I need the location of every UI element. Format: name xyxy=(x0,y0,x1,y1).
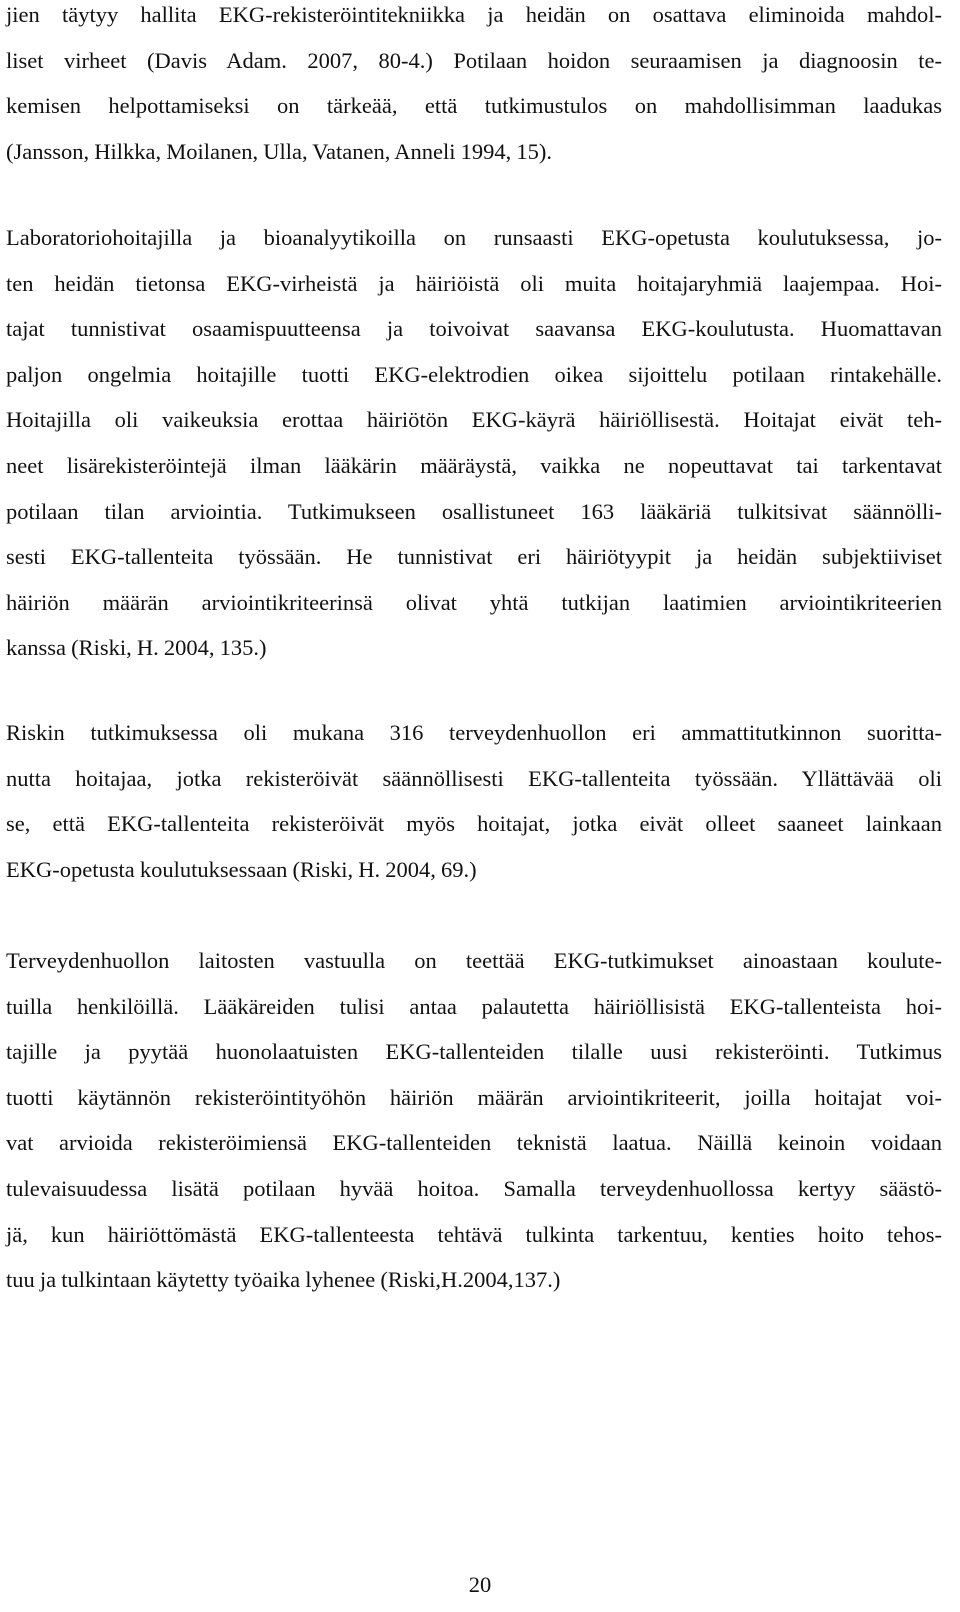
paragraph-1 xyxy=(6,0,942,174)
text-line: jä, kun häiriöttömästä EKG-tallenteesta tehtävä tulkinta tarkentuu, kenties hoito tehos- xyxy=(6,1221,942,1247)
text-line: tuotti käytännön rekisteröintityöhön häiriön määrän arviointikriteerit, joilla hoitajat voi- xyxy=(6,1084,942,1110)
text-line: Laboratoriohoitajilla ja bioanalyytikoilla on runsaasti EKG-opetusta koulutuksessa, jo- xyxy=(6,225,942,250)
text-line: EKG-opetusta koulutuksessaan (Riski, H. 2004, 69.) xyxy=(6,856,477,882)
paragraph-2 xyxy=(6,215,942,671)
text-line: Riskin tutkimuksessa oli mukana 316 terveydenhuollon eri ammattitutkinnon suoritta- xyxy=(6,720,942,745)
text-line: se, että EKG-tallenteita rekisteröivät myös hoitajat, jotka eivät olleet saaneet lainkaan xyxy=(6,811,942,837)
text-line: häiriön määrän arviointikriteerinsä olivat yhtä tutkijan laatimien arviointikriteerien xyxy=(6,589,942,615)
text-line: sesti EKG-tallenteita työssään. He tunnistivat eri häiriötyypit ja heidän subjektiiviset xyxy=(6,544,942,570)
text-line: tuu ja tulkintaan käytetty työaika lyhenee (Riski,H.2004,137.) xyxy=(6,1267,561,1293)
text-line: jien täytyy hallita EKG-rekisteröintitekniikka ja heidän on osattava eliminoida mahdol- xyxy=(6,2,942,27)
text-line: nutta hoitajaa, jotka rekisteröivät säännöllisesti EKG-tallenteita työssään. Yllättävää oli xyxy=(6,765,942,791)
text-line: vat arvioida rekisteröimiensä EKG-tallenteiden teknistä laatua. Näillä keinoin voidaan xyxy=(6,1130,942,1156)
paragraph-4 xyxy=(6,938,942,1303)
text-line: neet lisärekisteröintejä ilman lääkärin määräystä, vaikka ne nopeuttavat tai tarkentavat xyxy=(6,452,942,478)
text-line: tajat tunnistivat osaamispuutteensa ja toivoivat saavansa EKG-koulutusta. Huomattavan xyxy=(6,316,942,342)
text-line: potilaan tilan arviointia. Tutkimukseen osallistuneet 163 lääkäriä tulkitsivat säännölli- xyxy=(6,498,942,524)
text-line: Terveydenhuollon laitosten vastuulla on teettää EKG-tutkimukset ainoastaan koulute- xyxy=(6,948,942,973)
text-line: ten heidän tietonsa EKG-virheistä ja häiriöistä oli muita hoitajaryhmiä laajempaa. Hoi- xyxy=(6,270,942,296)
text-line: tajille ja pyytää huonolaatuisten EKG-tallenteiden tilalle uusi rekisteröinti. Tutkimus xyxy=(6,1039,942,1065)
text-line: kanssa (Riski, H. 2004, 135.) xyxy=(6,635,267,661)
text-line: paljon ongelmia hoitajille tuotti EKG-elektrodien oikea sijoittelu potilaan rintakehälle. xyxy=(6,361,942,387)
text-line: liset virheet (Davis Adam. 2007, 80-4.) Potilaan hoidon seuraamisen ja diagnoosin te- xyxy=(6,47,942,73)
paragraph-3 xyxy=(6,710,942,892)
text-line: tuilla henkilöillä. Lääkäreiden tulisi antaa palautetta häiriöllisistä EKG-tallenteista hoi- xyxy=(6,993,942,1019)
text-line: Hoitajilla oli vaikeuksia erottaa häiriötön EKG-käyrä häiriöllisestä. Hoitajat eivät teh- xyxy=(6,407,942,433)
text-line: kemisen helpottamiseksi on tärkeää, että tutkimustulos on mahdollisimman laadukas xyxy=(6,93,942,119)
text-line: (Jansson, Hilkka, Moilanen, Ulla, Vatanen, Anneli 1994, 15). xyxy=(6,138,553,164)
page-number: 20 xyxy=(468,1572,492,1597)
text-line: tulevaisuudessa lisätä potilaan hyvää hoitoa. Samalla terveydenhuollossa kertyy säästö- xyxy=(6,1175,942,1201)
